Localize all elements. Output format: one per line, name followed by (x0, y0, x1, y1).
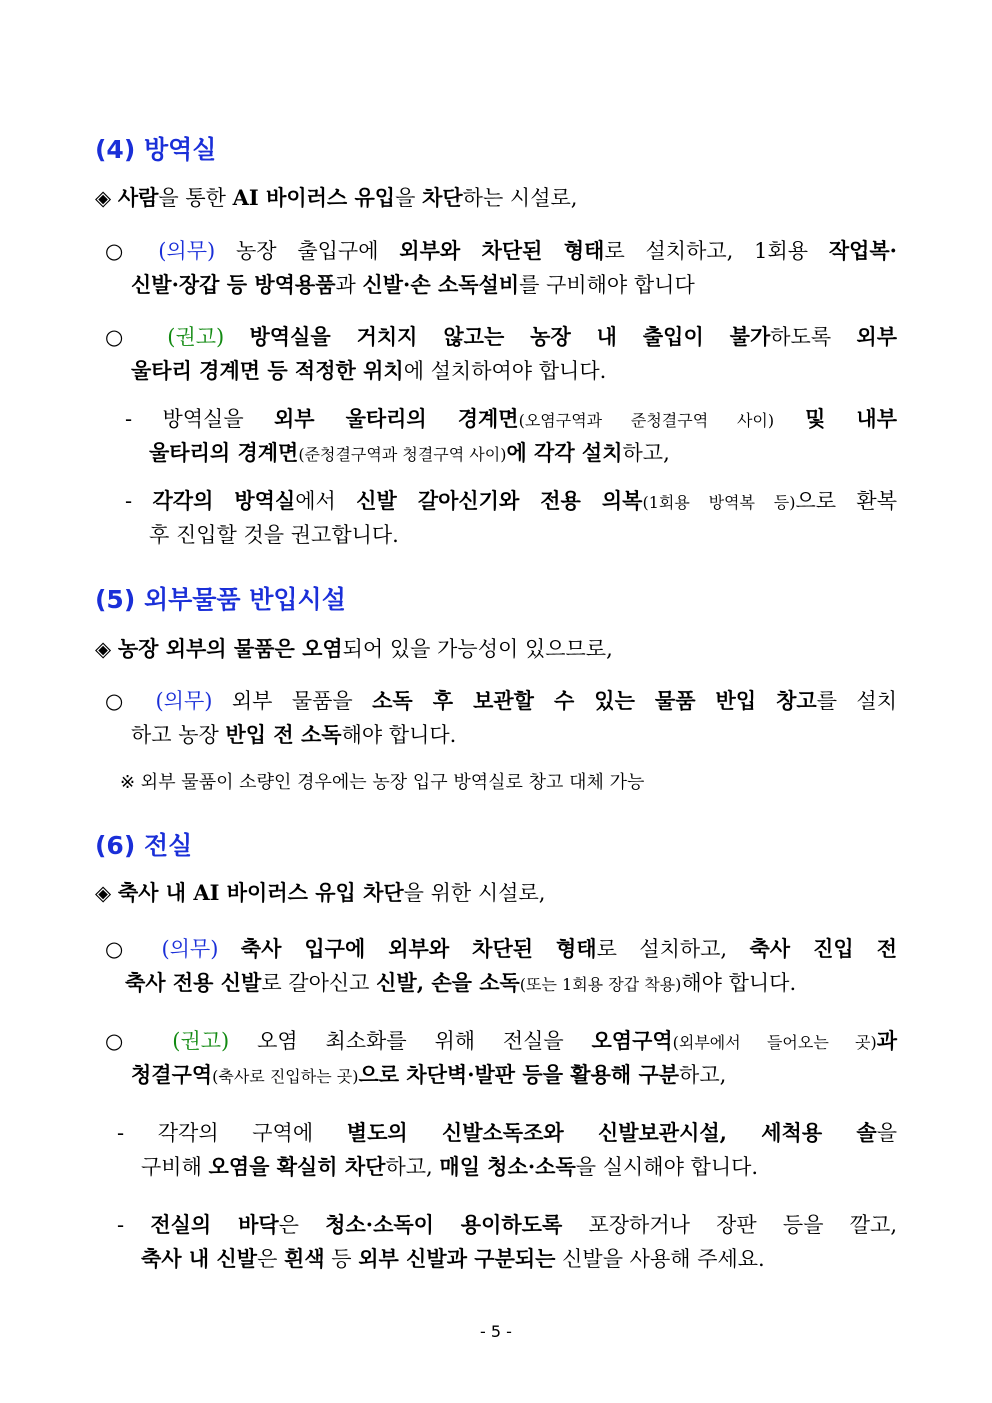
list-item: ○ (권고) 오염 최소화를 위해 전실을 오염구역(외부에서 들어오는 곳)과 (105, 1028, 897, 1053)
list-item: - 각각의 구역에 별도의 신발소독조와 신발보관시설, 세척용 솔을 (117, 1120, 897, 1145)
list-item-cont: 구비해 오염을 확실히 차단하고, 매일 청소·소독을 실시해야 합니다. (141, 1154, 759, 1179)
list-item: ○ (의무) 농장 출입구에 외부와 차단된 형태로 설치하고, 1회용 작업복· (105, 238, 897, 263)
list-item: ○ (권고) 방역실을 거치지 않고는 농장 내 출입이 불가하도록 외부 (105, 324, 897, 349)
list-item: - 전실의 바닥은 청소·소독이 용이하도록 포장하거나 장판 등을 깔고, (117, 1212, 897, 1237)
list-item-cont: 후 진입할 것을 권고합니다. (149, 523, 399, 547)
section-5-intro: ◈ 농장 외부의 물품은 오염되어 있을 가능성이 있으므로, (95, 636, 613, 661)
list-item-cont: 청결구역(축사로 진입하는 곳)으로 차단벽·발판 등을 활용해 구분하고, (131, 1062, 727, 1087)
list-item-cont: 축사 전용 신발로 갈아신고 신발, 손을 소독(또는 1회용 장갑 착용)해야 합니다. (125, 970, 797, 995)
diamond-bullet-icon: ◈ (95, 637, 112, 661)
diamond-bullet-icon: ◈ (95, 186, 112, 210)
section-heading-5: (5) 외부물품 반입시설 (95, 585, 346, 614)
diamond-bullet-icon: ◈ (95, 881, 112, 905)
section-heading-4: (4) 방역실 (95, 135, 217, 164)
list-item: ○ (의무) 외부 물품을 소독 후 보관할 수 있는 물품 반입 창고를 설치 (105, 688, 898, 713)
page-number: - 5 - (480, 1322, 512, 1341)
section-4-intro: ◈ 사람을 통한 AI 바이러스 유입을 차단하는 시설로, (95, 185, 578, 210)
list-item-cont: 축사 내 신발은 흰색 등 외부 신발과 구분되는 신발을 사용해 주세요. (141, 1246, 765, 1271)
list-item: - 방역실을 외부 울타리의 경계면(오염구역과 준청결구역 사이) 및 내부 (125, 406, 897, 431)
section-6-intro: ◈ 축사 내 AI 바이러스 유입 차단을 위한 시설로, (95, 880, 546, 905)
list-item-cont: 울타리 경계면 등 적정한 위치에 설치하여야 합니다. (131, 358, 607, 383)
list-item: - 각각의 방역실에서 신발 갈아신기와 전용 의복(1회용 방역복 등)으로 환복 (125, 488, 897, 513)
list-item-cont: 울타리의 경계면(준청결구역과 청결구역 사이)에 각각 설치하고, (149, 440, 670, 465)
list-item-cont: 하고 농장 반입 전 소독해야 합니다. (131, 722, 457, 747)
section-heading-6: (6) 전실 (95, 831, 193, 860)
list-item-cont: 신발·장갑 등 방역용품과 신발·손 소독설비를 구비해야 합니다 (131, 272, 695, 297)
list-item: ○ (의무) 축사 입구에 외부와 차단된 형태로 설치하고, 축사 진입 전 (105, 936, 897, 961)
footnote: ※ 외부 물품이 소량인 경우에는 농장 입구 방역실로 창고 대체 가능 (120, 772, 645, 793)
